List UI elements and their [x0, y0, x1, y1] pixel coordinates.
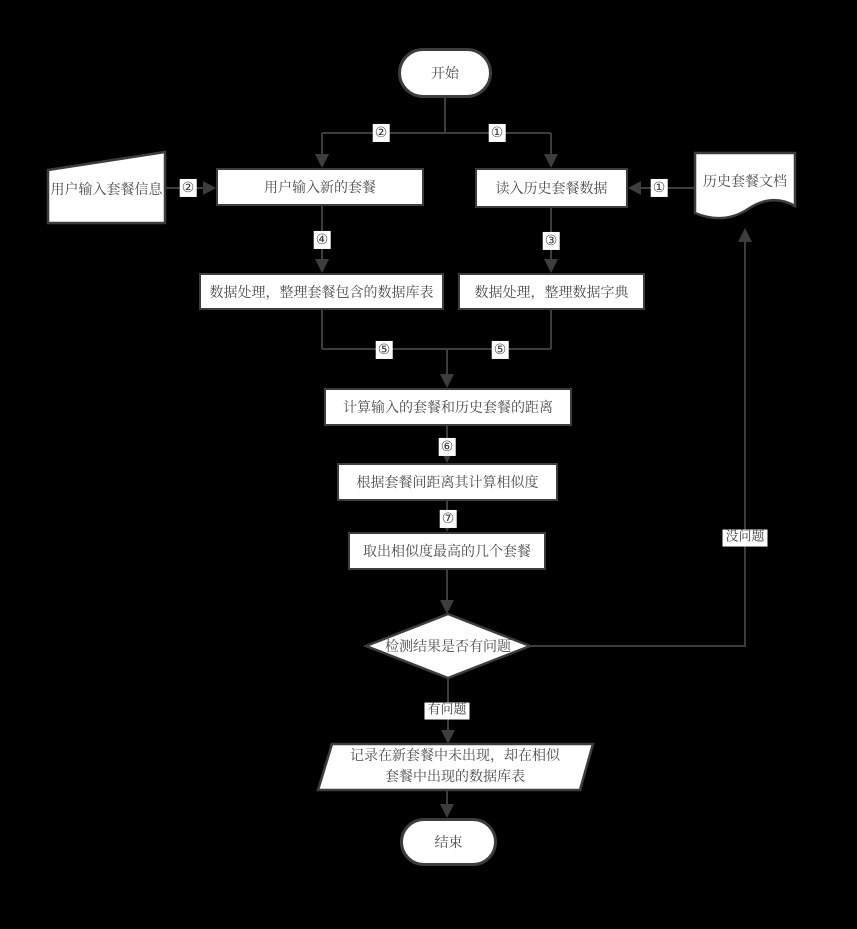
edge-label-step-5-right: ⑤ — [493, 341, 507, 358]
user-input-new-node — [216, 168, 424, 206]
end-node-label: 结束 — [434, 835, 463, 851]
select-top-node — [348, 532, 546, 570]
edge-label-step-4: ④ — [315, 231, 329, 248]
edge-label-step-6: ⑥ — [440, 438, 454, 455]
end-node — [400, 818, 497, 866]
record-tables-label: 记录在新套餐中未出现，却在相似套餐中出现的数据库表 — [350, 748, 560, 785]
calc-distance-node — [324, 388, 572, 426]
history-doc-label: 历史套餐文档 — [703, 174, 787, 190]
user-input-info-label: 用户输入套餐信息 — [50, 182, 163, 198]
branch-label-has-problem: 有问题 — [424, 703, 469, 720]
process-dict-label: 数据处理，整理数据字典 — [474, 284, 629, 301]
calc-similarity-label: 根据套餐间距离其计算相似度 — [356, 475, 539, 491]
edge-label-step-2-top: ② — [374, 124, 388, 141]
edge-label-step-1-right: ① — [652, 179, 666, 196]
branch-label-no-problem: 没问题 — [722, 530, 767, 547]
calc-distance-label: 计算输入的套餐和历史套餐的距离 — [343, 400, 553, 416]
process-dict-node — [458, 273, 645, 310]
calc-similarity-node — [337, 463, 558, 501]
user-input-new-label: 用户输入新的套餐 — [264, 180, 376, 196]
record-tables-node — [350, 746, 560, 788]
edge-label-step-3: ③ — [544, 232, 558, 249]
start-node — [398, 48, 492, 98]
read-history-label: 读入历史套餐数据 — [495, 181, 608, 197]
process-tables-node — [199, 273, 444, 310]
edge-label-step-2-left: ② — [181, 179, 195, 196]
process-tables-label: 数据处理，整理套餐包含的数据库表 — [209, 284, 434, 301]
check-result-label: 检测结果是否有问题 — [385, 639, 511, 655]
user-input-info-node — [48, 158, 165, 220]
start-node-label: 开始 — [431, 66, 459, 82]
edge-label-step-7: ⑦ — [441, 510, 455, 527]
history-doc-node — [695, 156, 795, 206]
read-history-node — [475, 168, 628, 208]
edge-label-step-5-left: ⑤ — [377, 341, 391, 358]
select-top-label: 取出相似度最高的几个套餐 — [363, 544, 531, 560]
edge-label-step-1-top: ① — [490, 124, 504, 141]
check-result-node — [366, 616, 530, 676]
